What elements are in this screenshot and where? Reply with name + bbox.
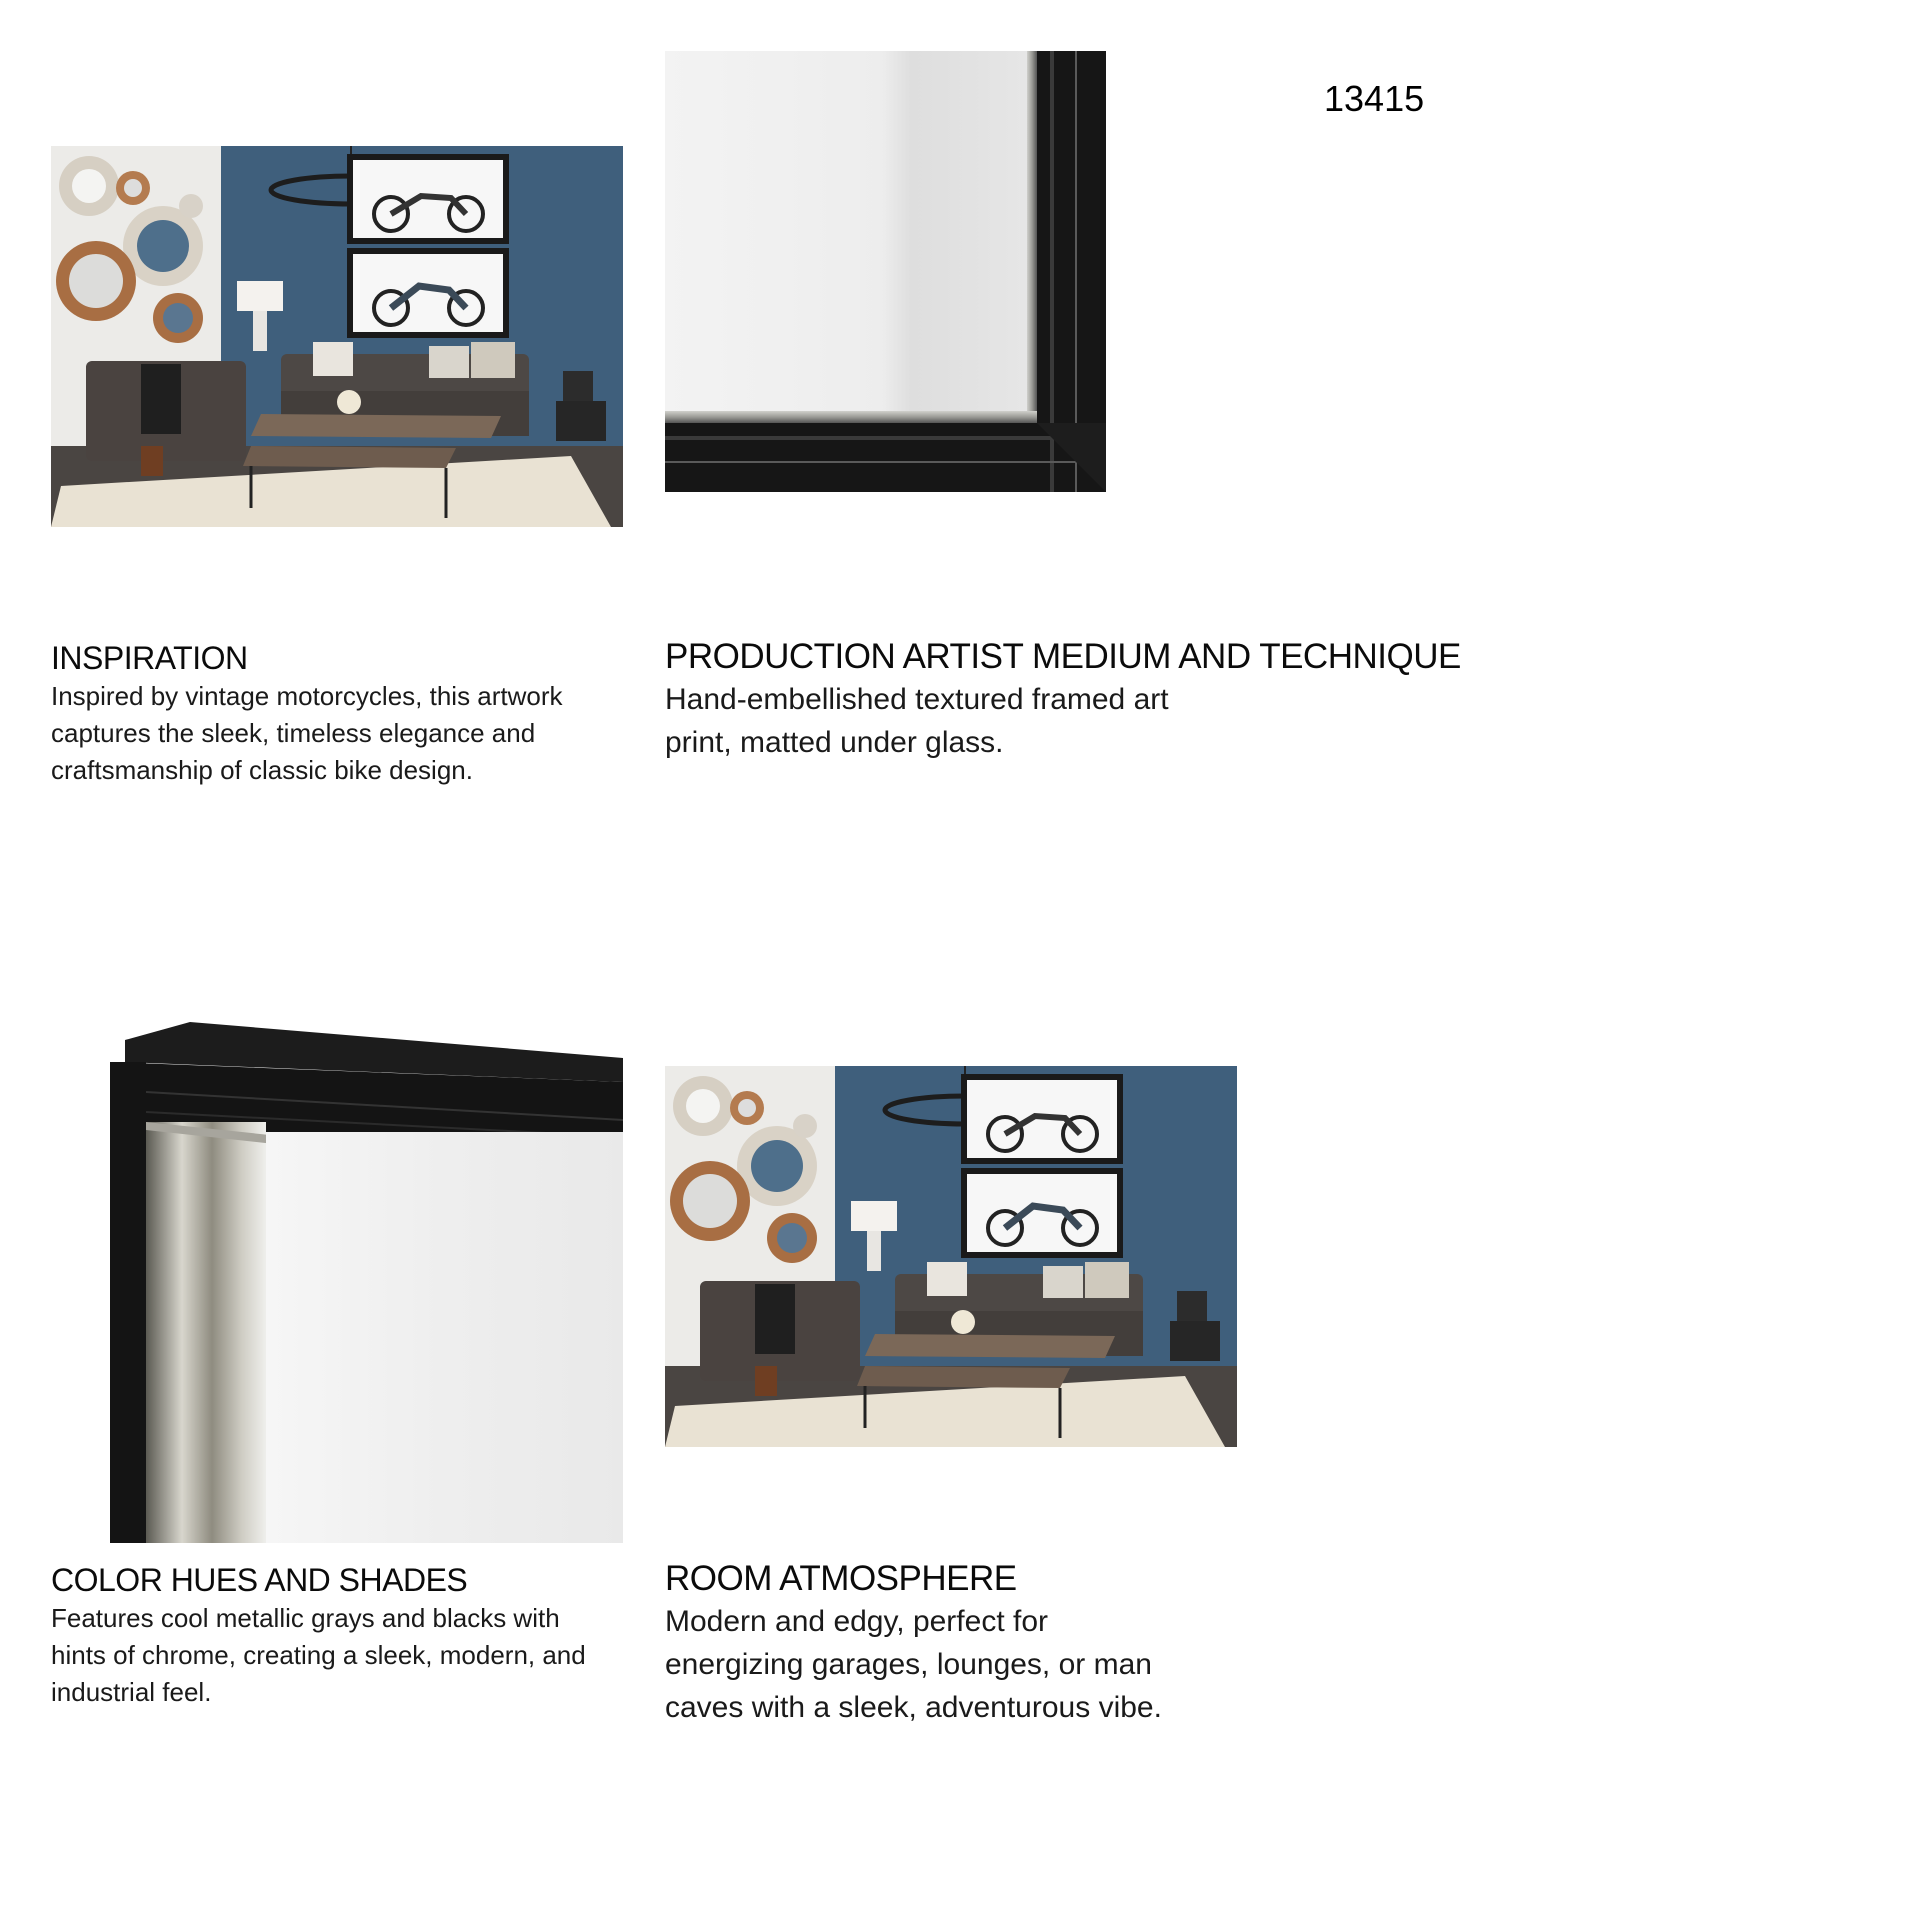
room-atmosphere-text bbox=[665, 1600, 1225, 1729]
inspiration-heading: INSPIRATION bbox=[51, 640, 248, 676]
frame-profile-image bbox=[110, 1022, 623, 1543]
color-heading: COLOR HUES AND SHADES bbox=[51, 1562, 468, 1598]
inspiration-text bbox=[51, 678, 631, 789]
production-section bbox=[665, 636, 1565, 764]
color-text bbox=[51, 1600, 641, 1711]
color-line: Features cool metallic grays and blacks with bbox=[51, 1603, 560, 1633]
inspiration-line: captures the sleek, timeless elegance and bbox=[51, 718, 536, 748]
color-line: hints of chrome, creating a sleek, modern, and bbox=[51, 1640, 586, 1670]
room-scene-image-top bbox=[51, 146, 623, 527]
room-atmosphere-line: Modern and edgy, perfect for bbox=[665, 1605, 1048, 1638]
production-line: Hand-embellished textured framed art bbox=[665, 683, 1169, 716]
frame-corner-image bbox=[665, 51, 1106, 492]
room-atmosphere-section bbox=[665, 1558, 1225, 1729]
color-section bbox=[51, 1560, 641, 1711]
room-atmosphere-heading: ROOM ATMOSPHERE bbox=[665, 1559, 1017, 1598]
inspiration-line: craftsmanship of classic bike design. bbox=[51, 755, 473, 785]
production-line: print, matted under glass. bbox=[665, 726, 1004, 759]
room-atmosphere-line: energizing garages, lounges, or man bbox=[665, 1648, 1152, 1681]
color-line: industrial feel. bbox=[51, 1677, 212, 1707]
production-text bbox=[665, 678, 1255, 764]
production-heading: PRODUCTION ARTIST MEDIUM AND TECHNIQUE bbox=[665, 637, 1461, 676]
room-atmosphere-line: caves with a sleek, adventurous vibe. bbox=[665, 1691, 1162, 1724]
inspiration-section bbox=[51, 638, 631, 789]
inspiration-line: Inspired by vintage motorcycles, this artwork bbox=[51, 681, 563, 711]
product-sku: 13415 bbox=[1324, 78, 1425, 119]
room-scene-image-bottom bbox=[665, 1066, 1237, 1447]
